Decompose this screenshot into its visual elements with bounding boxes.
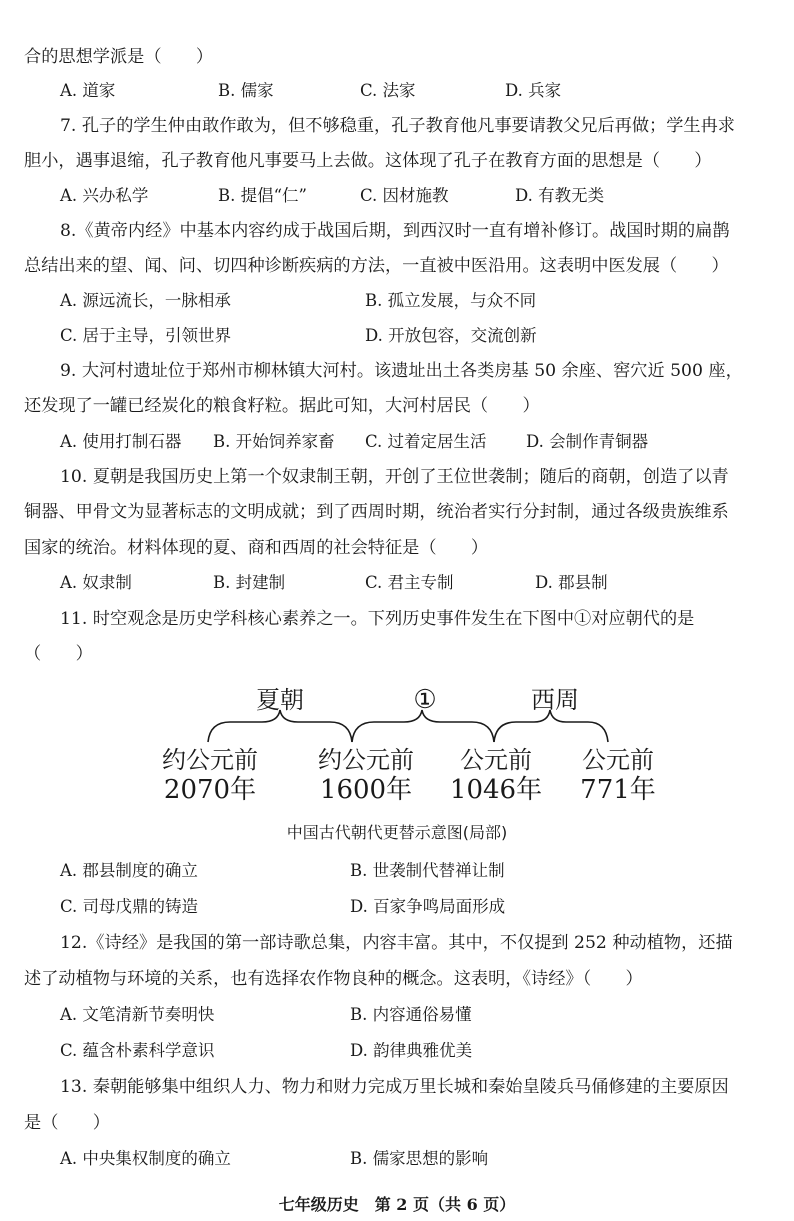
q10-option-d: D. 郡县制 [535, 573, 608, 592]
q7-option-c: C. 因材施教 [360, 186, 449, 205]
question-11-line-1: 11. 时空观念是历史学科核心素养之一。下列历史事件发生在下图中①对应朝代的是 [60, 609, 695, 629]
q7-option-a: A. 兴办私学 [60, 186, 149, 205]
page-footer: 七年级历史 第 2 页（共 6 页） [278, 1195, 516, 1214]
timeline-point-1-year: 2070年 [163, 775, 257, 805]
q11-option-b: B. 世袭制代替禅让制 [350, 861, 505, 880]
question-9-line-1: 9. 大河村遗址位于郑州市柳林镇大河村。该遗址出土各类房基 50 余座、窖穴近 500 座， [60, 361, 743, 381]
question-10-line-3: 国家的统治。材料体现的夏、商和西周的社会特征是（ ） [24, 538, 489, 558]
dynasty-label-xia: 夏朝 [256, 686, 304, 714]
q9-option-b: B. 开始饲养家畜 [213, 432, 335, 451]
timeline-point-3-label: 公元前 [460, 746, 532, 774]
q9-option-c: C. 过着定居生活 [365, 432, 487, 451]
q8-option-c: C. 居于主导，引领世界 [60, 326, 232, 345]
q12-option-d: D. 韵律典雅优美 [350, 1041, 473, 1060]
question-10-line-2: 铜器、甲骨文为显著标志的文明成就；到了西周时期，统治者实行分封制，通过各级贵族维系 [24, 502, 729, 522]
timeline-point-2-year: 1600年 [319, 775, 413, 805]
timeline-point-3-year: 1046年 [449, 775, 543, 805]
timeline-caption: 中国古代朝代更替示意图(局部) [286, 823, 508, 842]
question-13-line-1: 13. 秦朝能够集中组织人力、物力和财力完成万里长城和秦始皇陵兵马俑修建的主要原因 [60, 1077, 729, 1097]
q10-option-b: B. 封建制 [213, 573, 286, 592]
q6-option-c: C. 法家 [360, 81, 416, 100]
question-7-line-1: 7. 孔子的学生仲由敢作敢为，但不够稳重，孔子教育他凡事要请教父兄后再做；学生冉求 [60, 116, 735, 136]
q9-option-a: A. 使用打制石器 [60, 432, 182, 451]
question-6-stem-tail: 合的思想学派是（ ） [24, 47, 214, 67]
q11-option-c: C. 司母戊鼎的铸造 [60, 897, 199, 916]
q8-option-b: B. 孤立发展，与众不同 [365, 291, 537, 310]
timeline-point-4-label: 公元前 [582, 746, 654, 774]
dynasty-label-xizhou: 西周 [531, 686, 579, 714]
q10-option-c: C. 君主专制 [365, 573, 454, 592]
q10-option-a: A. 奴隶制 [60, 573, 132, 592]
question-13-line-2: 是（ ） [24, 1113, 110, 1133]
q11-option-a: A. 郡县制度的确立 [60, 861, 198, 880]
dynasty-timeline-diagram [0, 670, 794, 810]
q11-option-d: D. 百家争鸣局面形成 [350, 897, 506, 916]
q13-option-b: B. 儒家思想的影响 [350, 1149, 489, 1168]
question-11-line-2: （ ） [24, 644, 93, 664]
q7-option-d: D. 有教无类 [515, 186, 605, 205]
brace-xia [208, 710, 352, 742]
q12-option-c: C. 蕴含朴素科学意识 [60, 1041, 215, 1060]
question-12-line-1: 12.《诗经》是我国的第一部诗歌总集，内容丰富。其中，不仅提到 252 种动植物，还描 [60, 933, 733, 953]
q12-option-a: A. 文笔清新节奏明快 [60, 1005, 215, 1024]
q6-option-d: D. 兵家 [505, 81, 562, 100]
question-8-line-1: 8.《黄帝内经》中基本内容约成于战国后期，到西汉时一直有增补修订。战国时期的扁鹊 [60, 221, 730, 241]
timeline-point-2-label: 约公元前 [318, 746, 414, 774]
question-9-line-2: 还发现了一罐已经炭化的粮食籽粒。据此可知，大河村居民（ ） [24, 396, 540, 416]
q8-option-a: A. 源远流长，一脉相承 [60, 291, 231, 310]
timeline-point-1-label: 约公元前 [162, 746, 258, 774]
question-10-line-1: 10. 夏朝是我国历史上第一个奴隶制王朝，开创了王位世袭制；随后的商朝，创造了以青 [60, 467, 729, 487]
timeline-point-4-year: 771年 [580, 775, 656, 805]
q13-option-a: A. 中央集权制度的确立 [60, 1149, 231, 1168]
q7-option-b: B. 提倡“仁” [218, 186, 307, 205]
q8-option-d: D. 开放包容，交流创新 [365, 326, 537, 345]
question-8-line-2: 总结出来的望、闻、问、切四种诊断疾病的方法，一直被中医沿用。这表明中医发展（ ） [24, 256, 729, 276]
q12-option-b: B. 内容通俗易懂 [350, 1005, 472, 1024]
brace-xizhou [494, 710, 608, 742]
q6-option-b: B. 儒家 [218, 81, 274, 100]
question-7-line-2: 胆小，遇事退缩，孔子教育他凡事要马上去做。这体现了孔子在教育方面的思想是（ ） [24, 151, 712, 171]
q9-option-d: D. 会制作青铜器 [526, 432, 649, 451]
dynasty-label-circled-1: ① [413, 685, 437, 715]
q6-option-a: A. 道家 [60, 81, 116, 100]
question-12-line-2: 述了动植物与环境的关系，也有选择农作物良种的概念。这表明，《诗经》（ ） [24, 969, 643, 989]
